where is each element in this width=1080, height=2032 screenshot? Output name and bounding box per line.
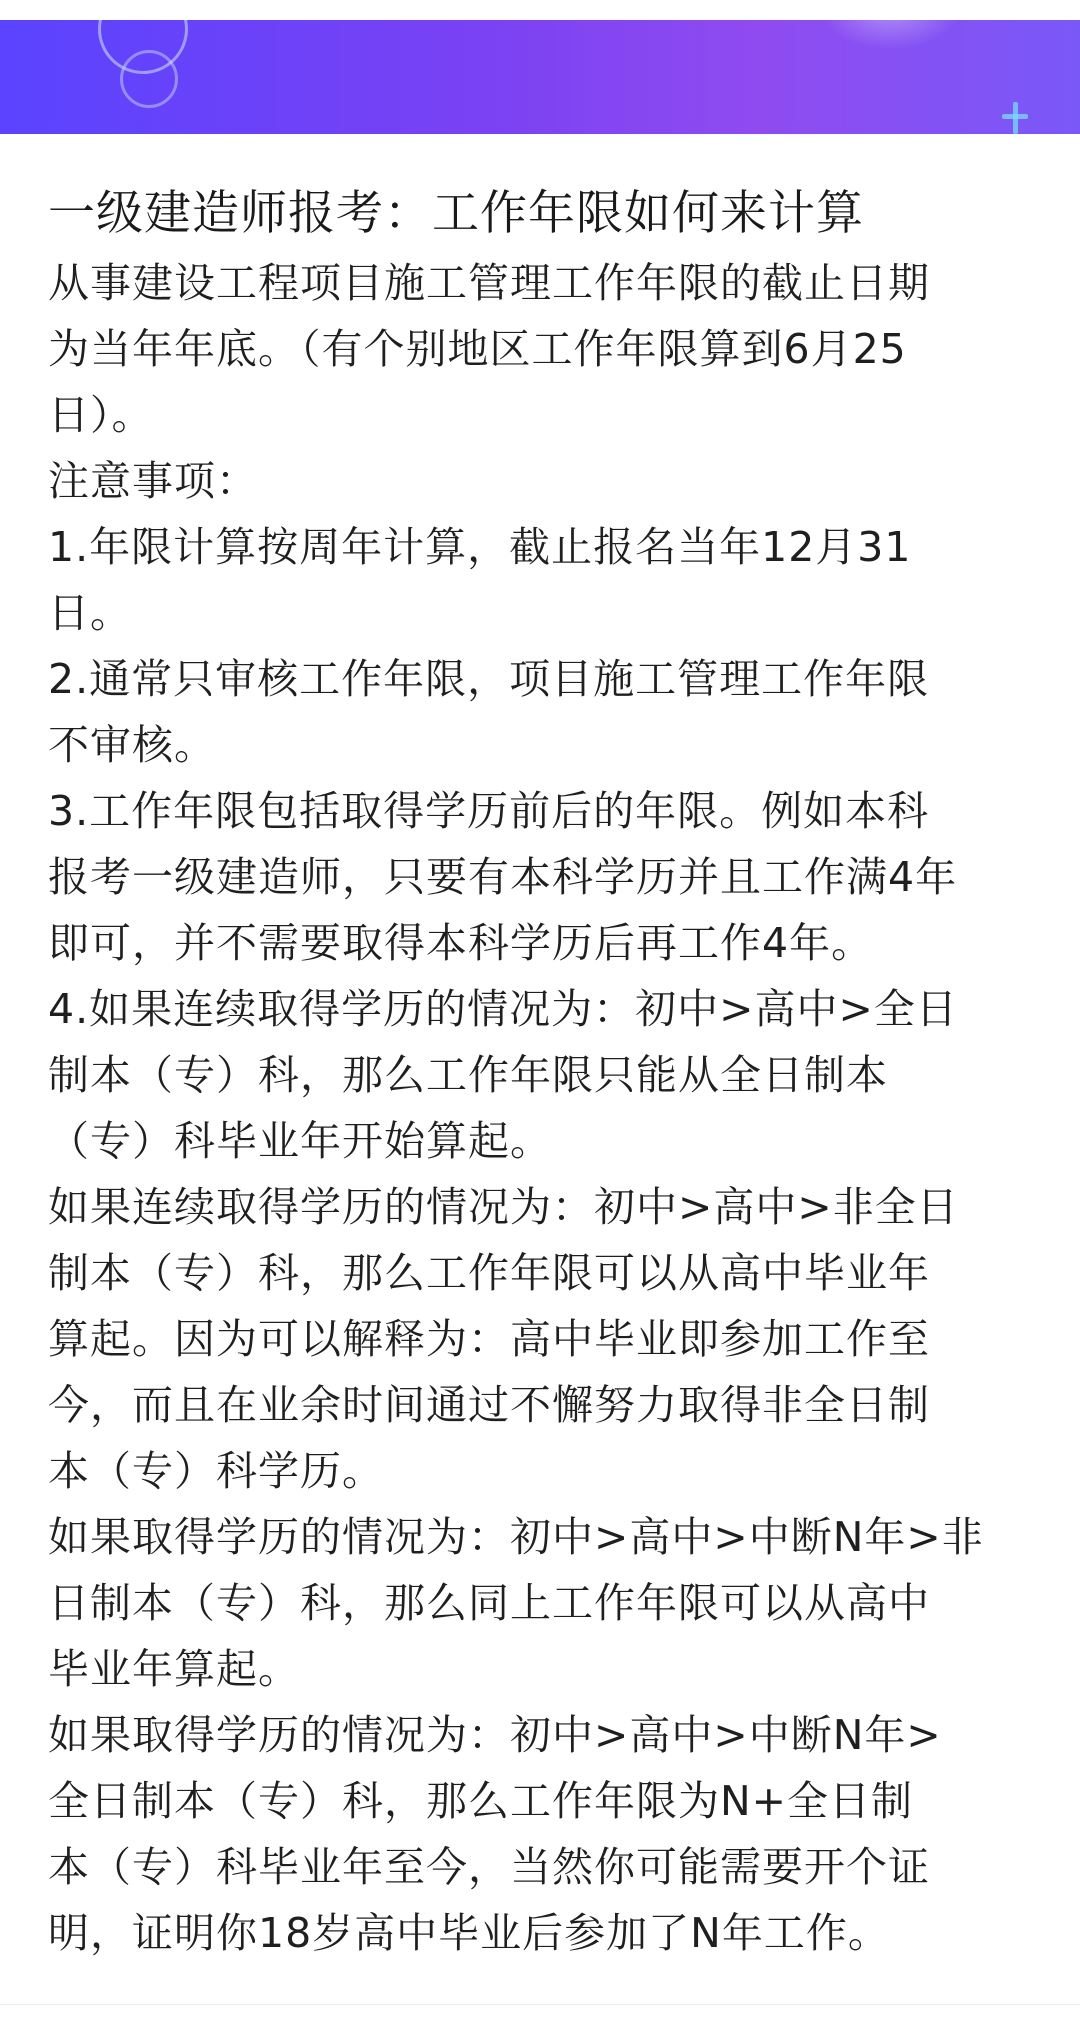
plus-icon [1002,102,1028,134]
paragraph-note-1: 1.年限计算按周年计算，截止报名当年12月31 日。 [48,523,912,637]
paragraph-note-2: 2.通常只审核工作年限，项目施工管理工作年限 不审核。 [48,655,930,769]
paragraph-case-interrupted-part-time: 如果取得学历的情况为：初中>高中>中断N年>非 日制本（专）科，那么同上工作年限可以从高中 毕业年算起。 [48,1513,984,1693]
header-banner [0,20,1080,134]
article-body [48,250,1048,1966]
paragraph-notes-heading: 注意事项： [48,457,258,505]
paragraph-case-interrupted-full-time: 如果取得学历的情况为：初中>高中>中断N年> 全日制本（专）科，那么工作年限为N+全日制 本（专）科毕业年至今，当然你可能需要开个证 明，证明你18岁高中毕业后参加了N年工作。 [48,1711,942,1957]
paragraph-case-part-time: 如果连续取得学历的情况为：初中>高中>非全日 制本（专）科，那么工作年限可以从高中毕业年 算起。因为可以解释为：高中毕业即参加工作至 今，而且在业余时间通过不懈努力取得非全日制 本（专）科学历。 [48,1183,959,1495]
bottom-divider [0,2004,1080,2005]
article [48,178,1048,1966]
paragraph-deadline: 从事建设工程项目施工管理工作年限的截止日期 为当年年底。（有个别地区工作年限算到6月25 日）。 [48,259,930,439]
paragraph-note-3: 3.工作年限包括取得学历前后的年限。例如本科 报考一级建造师，只要有本科学历并且工作满4年 即可，并不需要取得本科学历后再工作4年。 [48,787,958,967]
paragraph-note-4: 4.如果连续取得学历的情况为：初中>高中>全日 制本（专）科，那么工作年限只能从全日制本 （专）科毕业年开始算起。 [48,985,958,1165]
glow-decoration [820,20,960,50]
status-strip [0,0,1080,20]
article-title: 一级建造师报考：工作年限如何来计算 [48,186,864,241]
ring-decoration-small [120,50,178,108]
